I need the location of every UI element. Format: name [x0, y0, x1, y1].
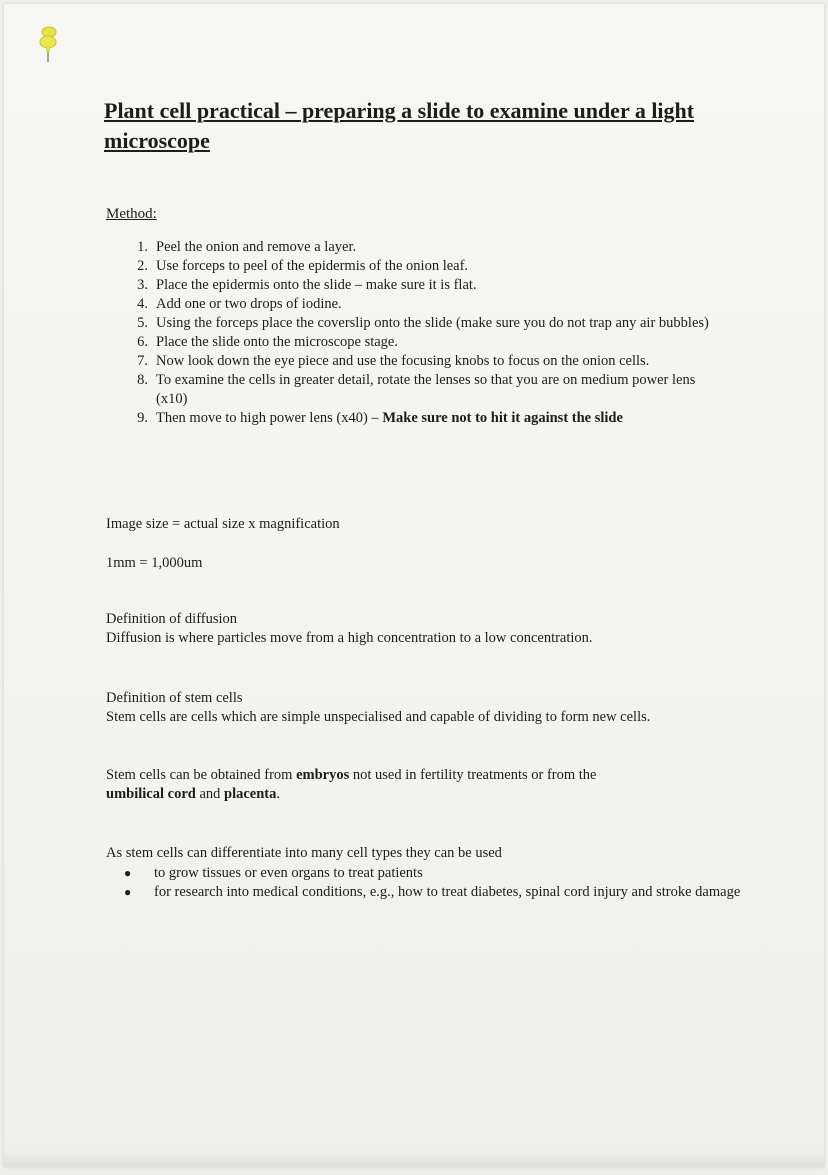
step-number: 8.	[137, 372, 148, 388]
magnification-formula: Image size = actual size x magnification	[106, 516, 340, 532]
step-number: 9.	[137, 410, 148, 426]
step-text: Place the slide onto the microscope stage.	[156, 334, 398, 350]
step-number: 7.	[137, 353, 148, 369]
step-text: Use forceps to peel of the epidermis of the onion leaf.	[156, 258, 469, 274]
step-text: Now look down the eye piece and use the focusing knobs to focus on the onion cells.	[156, 353, 650, 369]
method-heading: Method:	[106, 206, 157, 222]
step-text-plain: Then move to high power lens (x40) –	[156, 410, 383, 426]
step-number: 6.	[137, 334, 148, 350]
method-steps-list	[108, 238, 728, 428]
step-number: 5.	[137, 315, 148, 331]
diffusion-heading: Definition of diffusion	[106, 611, 238, 627]
step-number: 1.	[137, 239, 148, 255]
stem-cells-definition: Stem cells are cells which are simple unspecialised and capable of dividing to form new cells.	[106, 709, 651, 725]
stem-cells-heading: Definition of stem cells	[106, 690, 243, 706]
stem-cell-sources	[106, 766, 726, 804]
list-item	[108, 409, 728, 428]
bullet-text: for research into medical conditions, e.g., how to treat diabetes, spinal cord injury and stroke damage	[154, 884, 741, 900]
list-item	[108, 352, 728, 371]
document-page	[4, 4, 824, 1167]
list-item	[108, 314, 728, 333]
step-text: Using the forceps place the coverslip onto the slide (make sure you do not trap any air bubbles)	[156, 315, 709, 331]
list-item	[124, 883, 744, 902]
sources-umbilical-cord: umbilical cord	[106, 786, 196, 802]
step-text	[156, 409, 728, 428]
step-number: 4.	[137, 296, 148, 312]
sources-text: and	[195, 786, 225, 802]
step-text: To examine the cells in greater detail, rotate the lenses so that you are on medium power lens (x10)	[156, 372, 696, 407]
step-number: 3.	[137, 277, 148, 293]
push-pin-icon	[34, 24, 62, 64]
page-bottom-edge	[4, 1151, 824, 1167]
step-text: Add one or two drops of iodine.	[156, 296, 342, 312]
list-item	[108, 276, 728, 295]
sources-placenta: placenta	[224, 786, 277, 802]
stem-cell-uses-list	[124, 864, 744, 902]
list-item	[108, 333, 728, 352]
page-title: Plant cell practical – preparing a slide to examine under a light microscope	[104, 98, 695, 153]
step-warning: Make sure not to hit it against the slide	[382, 410, 623, 426]
sources-embryos: embryos	[296, 767, 350, 783]
stem-cell-uses-intro: As stem cells can differentiate into many cell types they can be used	[106, 845, 502, 861]
list-item	[124, 864, 744, 883]
step-number: 2.	[137, 258, 148, 274]
list-item	[108, 371, 728, 409]
sources-text: not used in fertility treatments or from the	[349, 767, 597, 783]
bullet-icon: ●	[124, 866, 132, 880]
sources-text: .	[276, 786, 280, 802]
bullet-icon: ●	[124, 885, 132, 899]
unit-conversion: 1mm = 1,000um	[106, 555, 203, 571]
diffusion-definition: Diffusion is where particles move from a high concentration to a low concentration.	[106, 630, 593, 646]
step-text: Peel the onion and remove a layer.	[156, 239, 357, 255]
list-item	[108, 295, 728, 314]
list-item	[108, 238, 728, 257]
list-item	[108, 257, 728, 276]
sources-text: Stem cells can be obtained from	[106, 767, 297, 783]
step-text: Place the epidermis onto the slide – make sure it is flat.	[156, 277, 477, 293]
bullet-text: to grow tissues or even organs to treat patients	[154, 865, 423, 881]
